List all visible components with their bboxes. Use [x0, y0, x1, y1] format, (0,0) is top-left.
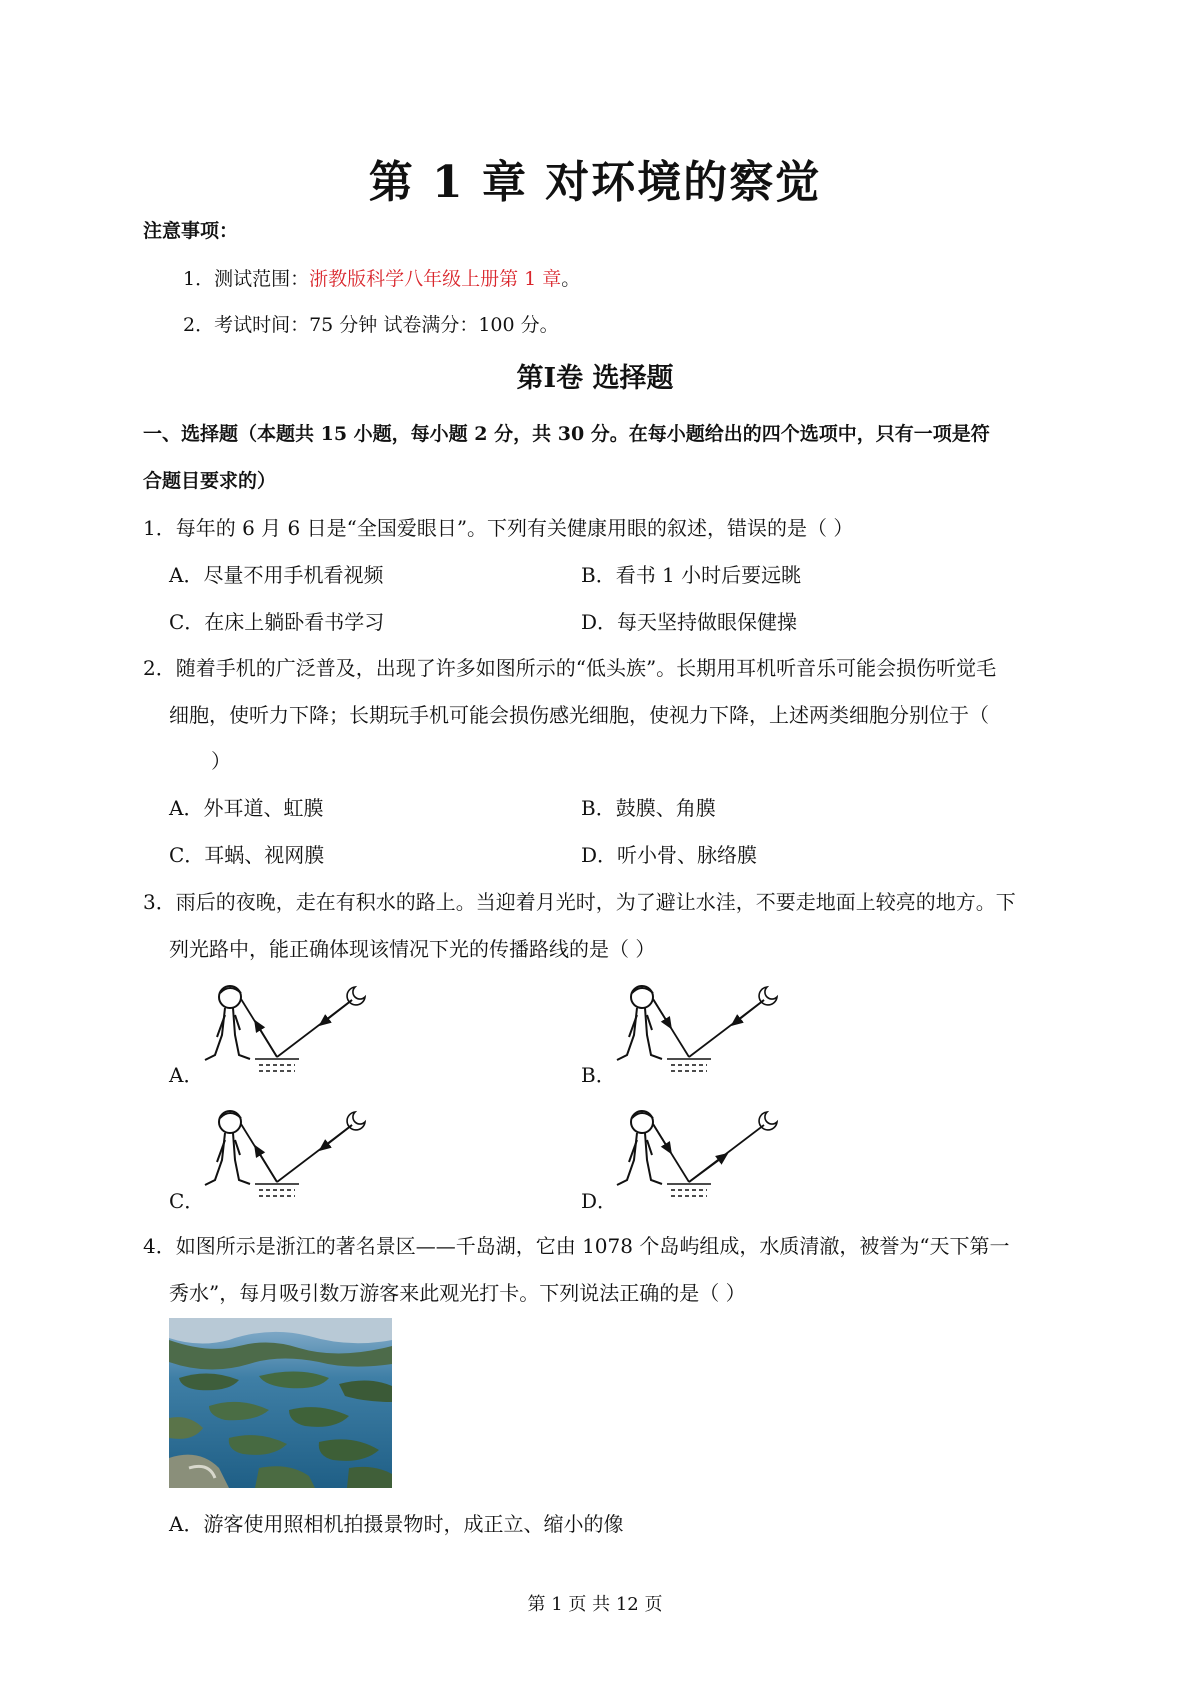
q3-diagram-a: [195, 975, 395, 1080]
q1-option-c: C．在床上躺卧看书学习: [169, 610, 385, 634]
q2-stem-line3: ）: [211, 749, 231, 773]
moon-icon: [347, 1112, 365, 1130]
moon-icon: [759, 1112, 777, 1130]
reflected-ray-arrow: [255, 1021, 277, 1057]
q4-option-a: A．游客使用照相机拍摄景物时，成正立、缩小的像: [169, 1512, 624, 1536]
reflected-ray-arrow: [255, 1146, 277, 1182]
walker-figure-icon: [205, 986, 250, 1060]
incident-ray-arrow: [653, 1124, 671, 1153]
moon-icon: [759, 987, 777, 1005]
walker-figure-icon: [617, 1111, 662, 1185]
q3-option-d-label: D．: [581, 1189, 618, 1213]
q2-stem-line2: 细胞，使听力下降；长期玩手机可能会损伤感光细胞，使视力下降，上述两类细胞分别位于（: [169, 703, 989, 727]
section-title: 第Ⅰ卷 选择题: [516, 363, 674, 394]
q2-stem-line1: 2．随着手机的广泛普及，出现了许多如图所示的“低头族”。长期用耳机听音乐可能会损伤听觉毛: [143, 656, 997, 680]
part1-heading-line1: 一、选择题（本题共 15 小题，每小题 2 分，共 30 分。在每小题给出的四个选项中，只有一项是符: [143, 423, 990, 445]
note-item-1-scope: 浙教版科学八年级上册第 1 章: [309, 268, 562, 290]
q3-option-b-label: B．: [581, 1063, 616, 1087]
q4-stem-line2: 秀水”，每月吸引数万游客来此观光打卡。下列说法正确的是（ ）: [169, 1281, 746, 1305]
qiandao-lake-photo: [169, 1318, 392, 1488]
q1-option-a: A．尽量不用手机看视频: [169, 563, 384, 587]
incident-ray-arrow: [732, 1000, 764, 1025]
page-title: 第 1 章 对环境的察觉: [368, 157, 822, 208]
notes-heading: 注意事项：: [143, 220, 239, 242]
q2-option-b: B．鼓膜、角膜: [581, 796, 716, 820]
moon-icon: [347, 987, 365, 1005]
q1-stem: 1．每年的 6 月 6 日是“全国爱眼日”。下列有关健康用眼的叙述，错误的是（ ）: [143, 516, 854, 540]
note-item-1: [183, 264, 580, 291]
q3-diagram-d: [607, 1100, 807, 1205]
q3-option-a-label: A．: [169, 1063, 204, 1087]
reflected-ray-arrow: [689, 1154, 727, 1182]
note-item-1-suffix: 。: [561, 268, 581, 290]
q3-diagram-c: [195, 1100, 395, 1205]
q3-stem-line2: 列光路中，能正确体现该情况下光的传播路线的是（ ）: [169, 937, 656, 961]
q1-option-b: B．看书 1 小时后要远眺: [581, 563, 802, 587]
part1-heading-line2: 合题目要求的）: [143, 470, 277, 492]
walker-figure-icon: [205, 1111, 250, 1185]
note-item-2: 2．考试时间：75 分钟 试卷满分：100 分。: [183, 314, 559, 336]
water-puddle: [255, 1059, 299, 1071]
incident-ray-arrow: [320, 1125, 352, 1150]
water-puddle: [255, 1184, 299, 1196]
note-item-1-prefix: 1．测试范围：: [183, 268, 310, 290]
water-puddle: [667, 1059, 711, 1071]
water-puddle: [667, 1184, 711, 1196]
q3-option-c-label: C．: [169, 1189, 205, 1213]
q3-stem-line1: 3．雨后的夜晚，走在有积水的路上。当迎着月光时，为了避让水洼，不要走地面上较亮的地方。下: [143, 890, 1016, 914]
walker-figure-icon: [617, 986, 662, 1060]
reflected-ray-arrow: [653, 999, 671, 1028]
q3-diagram-b: [607, 975, 807, 1080]
q1-option-d: D．每天坚持做眼保健操: [581, 610, 798, 634]
q2-option-a: A．外耳道、虹膜: [169, 796, 324, 820]
page-footer: 第 1 页 共 12 页: [527, 1594, 663, 1615]
q2-option-d: D．听小骨、脉络膜: [581, 843, 758, 867]
incident-ray-arrow: [320, 1000, 352, 1025]
q2-option-c: C．耳蜗、视网膜: [169, 843, 325, 867]
q4-stem-line1: 4．如图所示是浙江的著名景区——千岛湖，它由 1078 个岛屿组成，水质清澈，被誉为“天下第一: [143, 1234, 1010, 1258]
